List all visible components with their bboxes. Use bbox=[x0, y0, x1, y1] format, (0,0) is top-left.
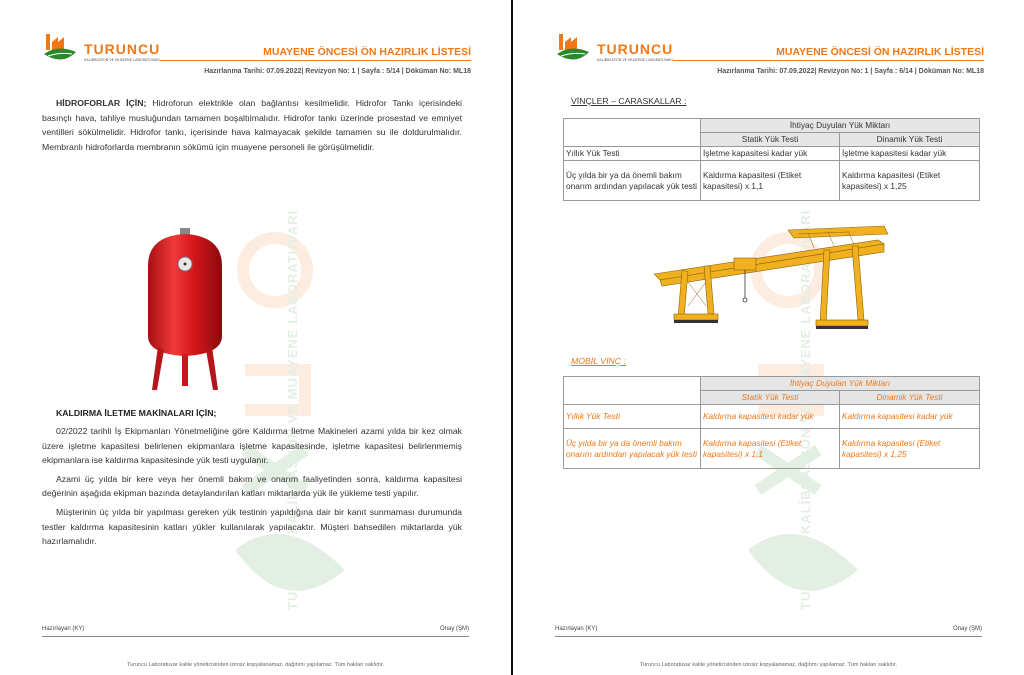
signature-row bbox=[42, 624, 469, 637]
gantry-crane-image bbox=[648, 222, 893, 330]
table-row bbox=[564, 429, 980, 469]
watermark-text: TURUNCU KALİBRASYON VE MUAYENE LABORATUVARI bbox=[285, 209, 300, 610]
factory-leaf-logo-icon bbox=[553, 30, 593, 70]
prepared-by-label: Hazırlayan (KY) bbox=[555, 626, 598, 632]
cell-dynamic: Kaldırma kapasitesi kadar yük bbox=[840, 405, 980, 429]
table-corner-cell bbox=[564, 119, 701, 147]
column-header-static: Statik Yük Testi bbox=[701, 133, 840, 147]
document-meta: Hazırlanma Tarihi: 07.09.2022| Revizyon No: 1 | Sayfa : 6/14 | Döküman No: ML18 bbox=[717, 68, 984, 75]
hydrofor-section bbox=[42, 96, 462, 154]
factory-leaf-logo-icon bbox=[40, 30, 80, 70]
mobile-crane-heading: MOBİL VİNÇ : bbox=[571, 356, 626, 366]
table-row bbox=[564, 161, 980, 201]
header-rule bbox=[673, 60, 984, 61]
table-group-header: İhtiyaç Duyulan Yük Miktarı bbox=[701, 119, 980, 133]
table-row bbox=[564, 147, 980, 161]
prepared-by-label: Hazırlayan (KY) bbox=[42, 626, 85, 632]
company-logo bbox=[553, 30, 673, 70]
watermark bbox=[738, 130, 878, 620]
watermark-text: TURUNCU KALİBRASYON VE MUAYENE LABORATUVARI bbox=[798, 209, 813, 610]
table-row bbox=[564, 119, 980, 133]
approved-by-label: Onay (ŞM) bbox=[952, 626, 982, 632]
cell-dynamic: Kaldırma kapasitesi (Etiket kapasitesi) x 1,25 bbox=[840, 429, 980, 469]
lift-machines-heading: KALDIRMA İLETME MAKİNALARI İÇİN; bbox=[56, 408, 217, 418]
document-title: MUAYENE ÖNCESİ ÖN HAZIRLIK LİSTESİ bbox=[776, 46, 984, 58]
header-rule bbox=[160, 60, 471, 61]
cell-static: İşletme kapasitesi kadar yük bbox=[701, 147, 840, 161]
mobile-crane-load-table bbox=[563, 376, 980, 469]
cell-static: Kaldırma kapasitesi (Etiket kapasitesi) x 1,1 bbox=[701, 429, 840, 469]
cell-static: Kaldırma kapasitesi kadar yük bbox=[701, 405, 840, 429]
table-corner-cell bbox=[564, 377, 701, 405]
approved-by-label: Onay (ŞM) bbox=[439, 626, 469, 632]
company-logo bbox=[40, 30, 160, 70]
brand-wordmark: TURUNCU bbox=[84, 41, 161, 57]
column-header-static: Statik Yük Testi bbox=[701, 391, 840, 405]
crane-heading: VİNÇLER – CARASKALLAR : bbox=[571, 96, 687, 106]
copyright-note: Turuncu Laboratuvar kalite yöneticisinden izinsiz kopyalanamaz, dağıtımı yapılamaz. Tüm hakları saklıdır. bbox=[126, 662, 385, 668]
brand-subtitle: KALİBRASYON VE MUAYENE LABORATUVARI bbox=[597, 58, 673, 62]
document-title: MUAYENE ÖNCESİ ÖN HAZIRLIK LİSTESİ bbox=[263, 46, 471, 58]
signature-row bbox=[555, 624, 982, 637]
table-row bbox=[564, 405, 980, 429]
hydrofor-heading: HİDROFORLAR İÇİN; bbox=[56, 98, 147, 108]
column-header-dynamic: Dinamik Yük Testi bbox=[840, 391, 980, 405]
crane-load-table bbox=[563, 118, 980, 201]
document-meta: Hazırlanma Tarihi: 07.09.2022| Revizyon No: 1 | Sayfa : 5/14 | Döküman No: ML18 bbox=[204, 68, 471, 75]
brand-wordmark: TURUNCU bbox=[597, 41, 674, 57]
hydrofor-tank-image bbox=[140, 226, 230, 392]
lift-para-3: Müşterinin üç yılda bir yapılması gereken yük testinin yapıldığına dair bir kanıt sunmaması durumunda testler kaldırma kapasitesinin katları yükler kullanılarak yapılacaktır. Müşteri bahsedilen miktarlarda yük hazırlamalıdır. bbox=[42, 506, 462, 547]
row-label: Üç yılda bir ya da önemli bakım onarım ardından yapılacak yük testi bbox=[564, 161, 701, 201]
copyright-note: Turuncu Laboratuvar kalite yöneticisinden izinsiz kopyalanamaz, dağıtımı yapılamaz. Tüm hakları saklıdır. bbox=[639, 662, 898, 668]
row-label: Yıllık Yük Testi bbox=[564, 405, 701, 429]
hydrofor-text: Hidroforun elektrikle olan bağlantısı kesilmelidir. Hidrofor Tankı içerisindeki basınçlı hava, tahliye musluğundan tamamen boşaltılmalıdır. Hidrofor tankı üzerinde prosestad ve emniyet ventilleri sökülmelidir. Hidrofor tankı, içerisinde hava kalmayacak şekilde tamamen su ile doldurulmalıdır. Membranlı hidroforlarda membranın sökümü için muayene personeli ile görüşülmelidir. bbox=[42, 98, 462, 152]
row-label: Üç yılda bir ya da önemli bakım onarım ardından yapılacak yük testi bbox=[564, 429, 701, 469]
document-page-6 bbox=[513, 0, 1024, 675]
lift-para-2: Azami üç yılda bir kere veya her önemli bakım ve onarım faaliyetinden sonra, kaldırma kapasitesi değerinin aşağıda ekipman bazında detaylandırılan katları miktarlarda yük ile yükleme testi yapılır. bbox=[42, 473, 462, 499]
cell-dynamic: Kaldırma kapasitesi (Etiket kapasitesi) x 1,25 bbox=[840, 161, 980, 201]
table-row bbox=[564, 377, 980, 391]
brand-subtitle: KALİBRASYON VE MUAYENE LABORATUVARI bbox=[84, 58, 160, 62]
column-header-dynamic: Dinamik Yük Testi bbox=[840, 133, 980, 147]
cell-static: Kaldırma kapasitesi (Etiket kapasitesi) x 1,1 bbox=[701, 161, 840, 201]
cell-dynamic: İşletme kapasitesi kadar yük bbox=[840, 147, 980, 161]
table-group-header: İhtiyaç Duyulan Yük Miktarı bbox=[701, 377, 980, 391]
lift-paragraphs bbox=[42, 424, 462, 549]
row-label: Yıllık Yük Testi bbox=[564, 147, 701, 161]
document-page-5 bbox=[0, 0, 511, 675]
watermark-logo-icon bbox=[738, 130, 878, 620]
lift-para-1: 02/2022 tarihli İş Ekipmanları Yönetmeliğine göre Kaldırma İletme Makineleri azami yılda bir kez olmak üzere işletme kapasitesi belirlenen ekipmanlara işletme kapasitesinde, işletme kapasitesi belirlenmemiş ekipmanlara ise kaldırma kapasitesinde yük testi uygulanır. bbox=[42, 426, 462, 466]
